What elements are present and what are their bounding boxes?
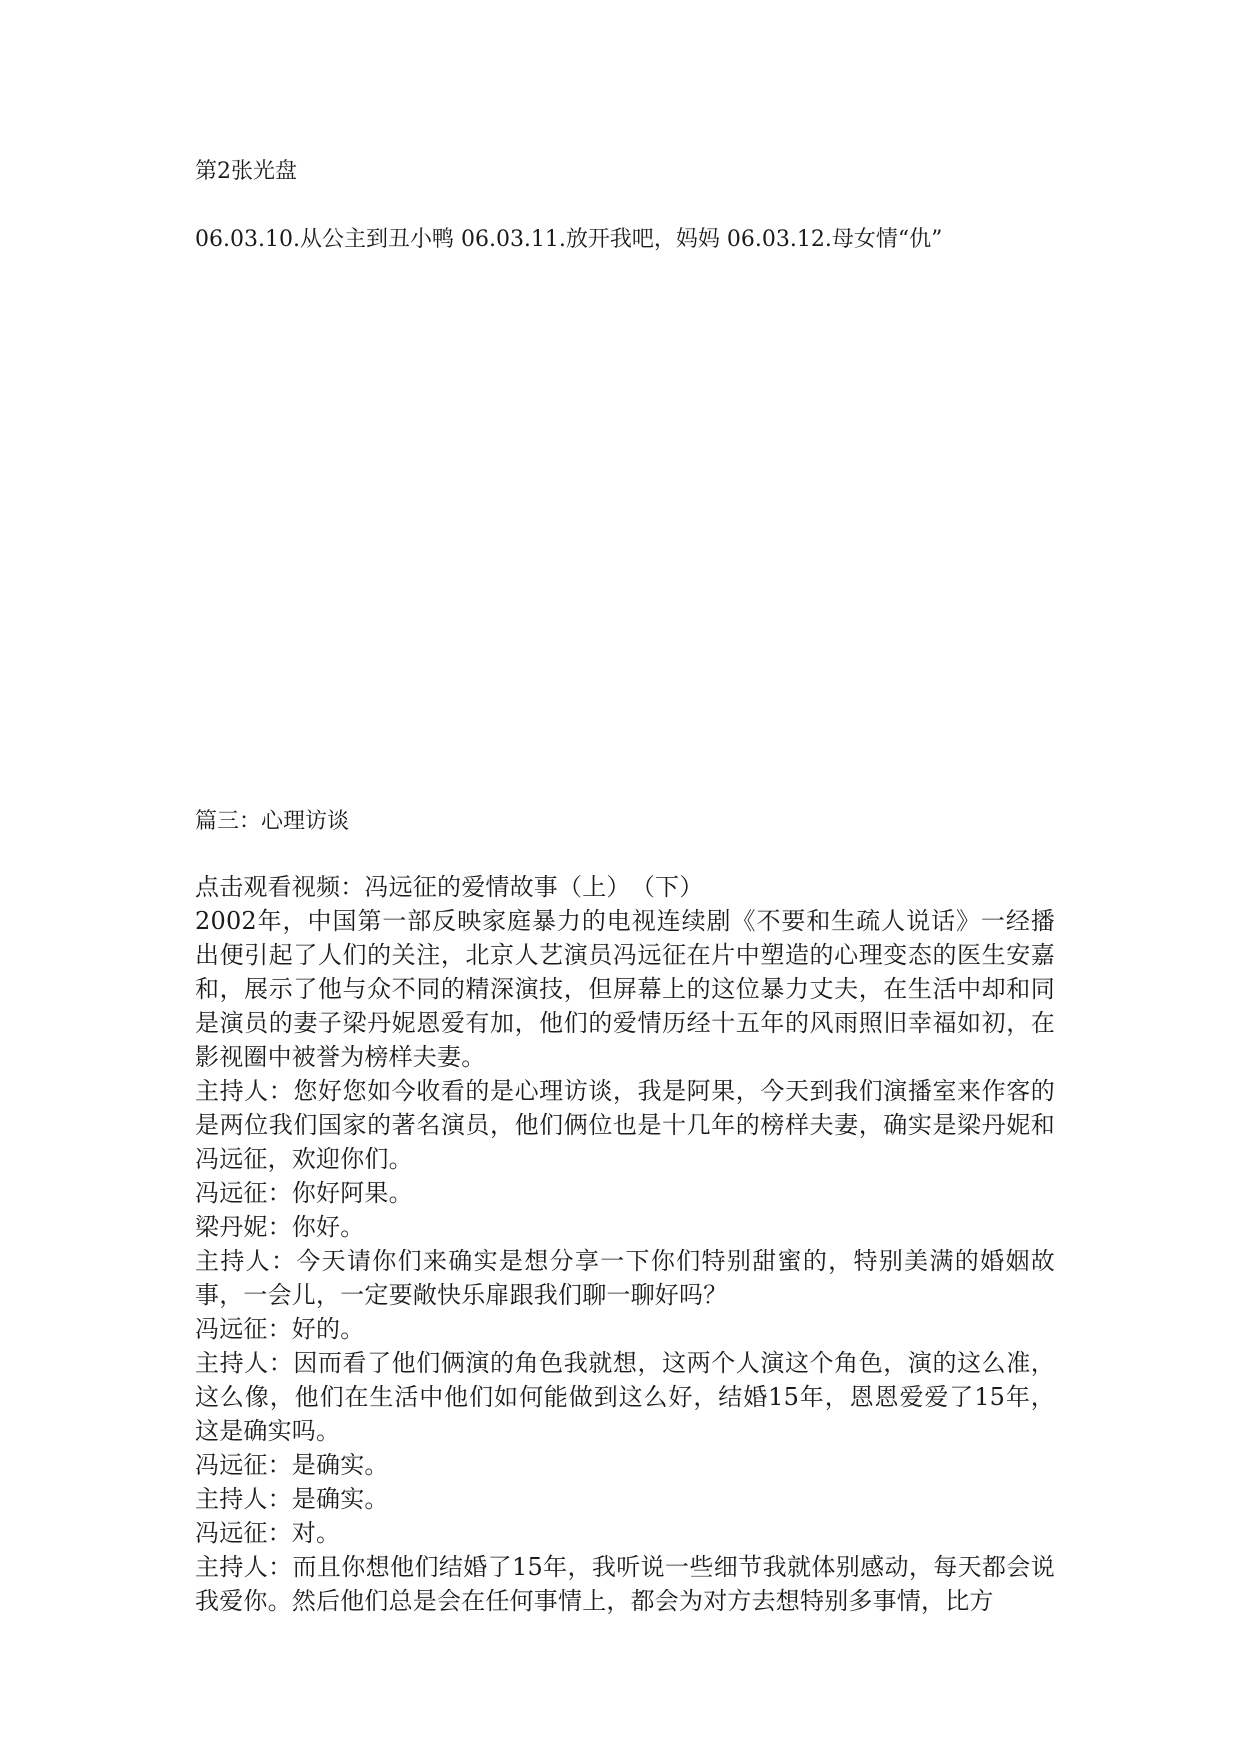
dialogue-line: 主持人：而且你想他们结婚了15年，我听说一些细节我就体别感动，每天都会说我爱你。然后他们总是会在任何事情上，都会为对方去想特别多事情，比方 [195,1553,1055,1615]
section-title: 篇三：心理访谈 [195,809,350,834]
video-link-line [195,870,1055,904]
dialogue-line: 主持人：今天请你们来确实是想分享一下你们特别甜蜜的，特别美满的婚姻故事，一会儿，一定要敞快乐扉跟我们聊一聊好吗？ [195,1247,1055,1309]
dialogue-line: 冯远征：对。 [195,1519,341,1547]
dialogue-line: 主持人：您好您如今收看的是心理访谈，我是阿果，今天到我们演播室来作客的是两位我们国家的著名演员，他们俩位也是十几年的榜样夫妻，确实是梁丹妮和冯远征，欢迎你们。 [195,1077,1055,1173]
document-page [195,0,1055,1754]
article-body [195,870,1055,1618]
dialogue-line: 梁丹妮：你好。 [195,1213,365,1241]
dialogue-line: 主持人：是确实。 [195,1485,389,1513]
disc-title: 第2张光盘 [195,159,297,184]
dialogue-line: 冯远征：你好阿果。 [195,1179,413,1207]
video-link-part1[interactable]: 点击观看视频：冯远征的爱情故事（上） [195,873,619,901]
dialogue-line: 冯远征：是确实。 [195,1451,389,1479]
episode-list: 06.03.10.从公主到丑小鸭 06.03.11.放开我吧，妈妈 06.03.12.母女情“仇” [195,227,943,252]
dialogue-line: 冯远征：好的。 [195,1315,365,1343]
video-link-part2[interactable]: （下） [642,873,704,901]
dialogue-line: 主持人：因而看了他们俩演的角色我就想，这两个人演这个角色，演的这么准，这么像，他们在生活中他们如何能做到这么好，结婚15年，恩恩爱爱了15年，这是确实吗。 [195,1349,1055,1445]
intro-paragraph: 2002年，中国第一部反映家庭暴力的电视连续剧《不要和生疏人说话》一经播出便引起了人们的关注，北京人艺演员冯远征在片中塑造的心理变态的医生安嘉和，展示了他与众不同的精深演技，但屏幕上的这位暴力丈夫，在生活中却和同是演员的妻子梁丹妮恩爱有加，他们的爱情历经十五年的风雨照旧幸福如初，在影视圈中被誉为榜样夫妻。 [195,907,1055,1071]
